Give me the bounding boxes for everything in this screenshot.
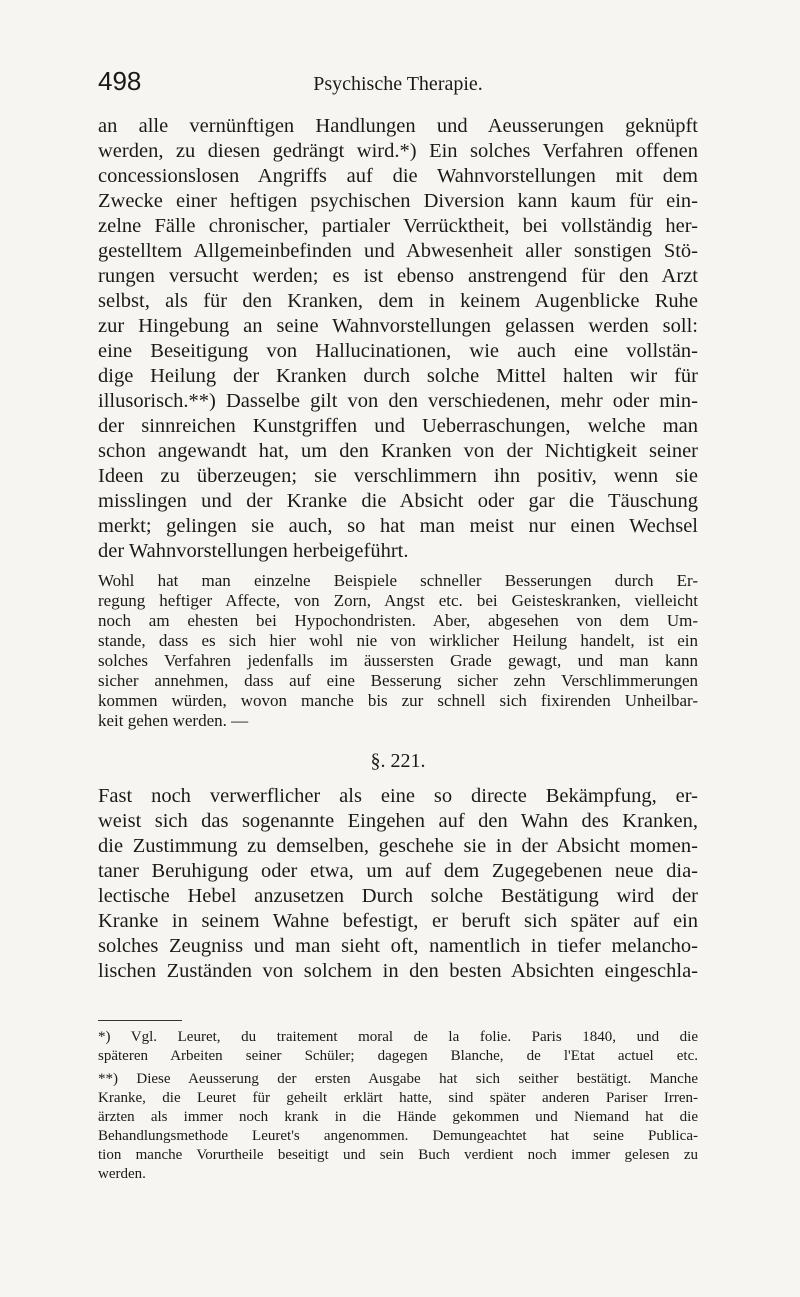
body-line: Kranke in seinem Wahne befestigt, er beruft sich später auf ein [98,910,698,932]
body-line: Zwecke einer heftigen psychischen Diversion kann kaum für ein- [98,190,698,212]
body-line: lischen Zuständen von solchem in den besten Absichten eingeschla- [98,960,698,982]
page-header [98,66,698,106]
small-print-line: sicher annehmen, dass auf eine Besserung sicher zehn Verschlimmerungen [98,671,698,690]
small-print-line: Wohl hat man einzelne Beispiele schneller Besserungen durch Er- [98,571,698,590]
body-line: zelne Fälle chronischer, partialer Verrücktheit, bei vollständig her- [98,215,698,237]
small-print-line: stande, dass es sich hier wohl nie von wirklicher Heilung handelt, ist ein [98,631,698,650]
body-line: an alle vernünftigen Handlungen und Aeusserungen geknüpft [98,115,698,137]
body-line: illusorisch.**) Dasselbe gilt von den verschiedenen, mehr oder min- [98,390,698,412]
body-line: misslingen und der Kranke die Absicht oder gar die Täuschung [98,490,698,512]
body-line: solches Zeugniss und man sieht oft, namentlich in tiefer melancho- [98,935,698,957]
body-line: eine Beseitigung von Hallucinationen, wie auch eine vollstän- [98,340,698,362]
small-print-line: keit gehen werden. — [98,711,249,730]
footnote-line: späteren Arbeiten seiner Schüler; dagegen Blanche, de l'Etat actuel etc. [98,1048,698,1064]
footnote-divider [98,1020,182,1021]
body-line: der sinnreichen Kunstgriffen und Ueberraschungen, welche man [98,415,698,437]
footnote-line: werden. [98,1166,146,1182]
footnote-line: **) Diese Aeusserung der ersten Ausgabe hat sich seither bestätigt. Manche [98,1071,698,1087]
body-line: weist sich das sogenannte Eingehen auf den Wahn des Kranken, [98,810,698,832]
small-print-line: noch am ehesten bei Hypochondristen. Aber, abgesehen von dem Um- [98,611,698,630]
small-print-line: regung heftiger Affecte, von Zorn, Angst etc. bei Geisteskranken, vielleicht [98,591,698,610]
footnote-line: ärzten als immer noch krank in die Hände gekommen und Niemand hat die [98,1109,698,1125]
body-line: zur Hingebung an seine Wahnvorstellungen gelassen werden soll: [98,315,698,337]
body-line: merkt; gelingen sie auch, so hat man meist nur einen Wechsel [98,515,698,537]
small-print-line: kommen würden, wovon manche bis zur schnell sich fixirenden Unheilbar- [98,691,698,710]
body-line: selbst, als für den Kranken, dem in keinem Augenblicke Ruhe [98,290,698,312]
footnote-line: Behandlungsmethode Leuret's angenommen. Demungeachtet hat seine Publica- [98,1128,698,1144]
body-line: concessionslosen Angriffs auf die Wahnvorstellungen mit dem [98,165,698,187]
footnote-line: tion manche Vorurtheile beseitigt und sein Buch verdient noch immer gelesen zu [98,1147,698,1163]
footnote-line: Kranke, die Leuret für geheilt erklärt hatte, sind später anderen Pariser Irren- [98,1090,698,1106]
body-line: schon angewandt hat, um den Kranken von der Nichtigkeit seiner [98,440,698,462]
body-line: taner Beruhigung oder etwa, um auf dem Zugegebenen neue dia- [98,860,698,882]
body-line: Ideen zu überzeugen; sie verschlimmern ihn positiv, wenn sie [98,465,698,487]
section-title: §. 221. [370,750,426,772]
body-line: werden, zu diesen gedrängt wird.*) Ein solches Verfahren offenen [98,140,698,162]
body-line: der Wahnvorstellungen herbeigeführt. [98,540,409,562]
body-line: Fast noch verwerflicher als eine so directe Bekämpfung, er- [98,785,698,807]
body-line: lectische Hebel anzusetzen Durch solche Bestätigung wird der [98,885,698,907]
body-line: die Zustimmung zu demselben, geschehe sie in der Absicht momen- [98,835,698,857]
footnote-line: *) Vgl. Leuret, du traitement moral de la folie. Paris 1840, und die [98,1029,698,1045]
page-number: 498 [98,66,142,96]
body-line: dige Heilung der Kranken durch solche Mittel halten wir für [98,365,698,387]
body-line: gestelltem Allgemeinbefinden und Abwesenheit aller sonstigen Stö- [98,240,698,262]
small-print-line: solches Verfahren jedenfalls im äussersten Grade gewagt, und man kann [98,651,698,670]
running-head: Psychische Therapie. [313,73,483,95]
body-line: rungen versucht werden; es ist ebenso anstrengend für den Arzt [98,265,698,287]
